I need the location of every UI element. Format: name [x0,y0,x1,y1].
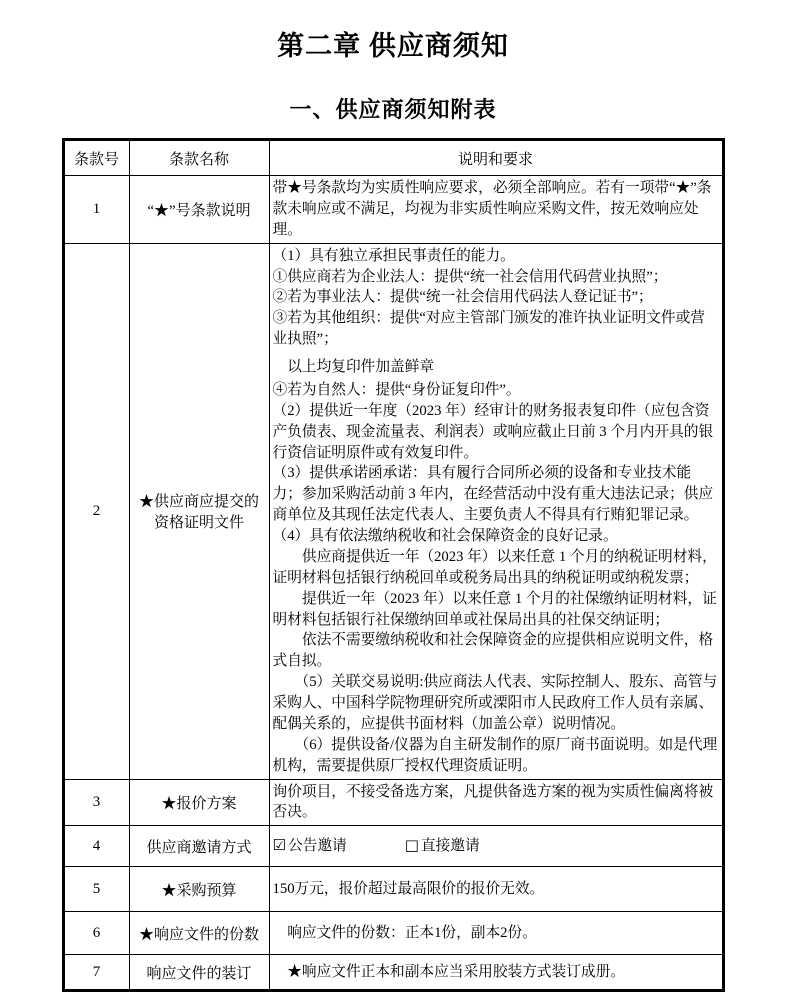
page-title: 第二章 供应商须知 [277,31,509,61]
clause-number: 6 [63,912,129,955]
clause-description [269,176,723,244]
checkbox-option [405,835,480,857]
description-paragraph: （5）关联交易说明:供应商法人代表、实际控制人、股东、高管与采购人、中国科学院物理研究所或溧阳市人民政府工作人员有亲属、配偶关系的，应提供书面材料（加盖公章）说明情况。 [272,674,718,732]
clause-description [269,955,723,991]
clause-name: 供应商邀请方式 [129,826,269,867]
clause-name: “★”号条款说明 [129,176,269,244]
clause-number: 7 [63,955,129,991]
table-row [63,176,723,244]
description-paragraph: （3）提供承诺函承诺：具有履行合同所必须的设备和专业技术能力；参加采购活动前 3 年内，在经营活动中没有重大违法记录；供应商单位及其现任法定代表人、主要负责人不得具有行贿犯罪记录。 [272,465,714,524]
clause-description [269,912,723,955]
table-body [63,176,723,991]
clause-description [269,867,723,912]
clause-description [269,243,723,779]
description-paragraph: 供应商提供近一年（2023 年）以来任意 1 个月的纳税证明材料，证明材料包括银行纳税回单或税务局出具的纳税证明或纳税发票； [272,548,717,586]
checkbox-option [273,835,347,857]
column-header-clause-number: 条款号 [63,140,129,176]
clause-description [269,826,723,867]
table-row [63,779,723,826]
description-paragraph: ③若为其他组织：提供“对应主管部门颁发的准许执业证明文件或营业执照”； [272,310,705,348]
table-row [63,912,723,955]
description-paragraph: （1）具有独立承担民事责任的能力。 [272,247,515,264]
description-paragraph: ④若为自然人：提供“身份证复印件”。 [272,381,521,398]
clause-number: 3 [63,779,129,826]
clause-number: 5 [63,867,129,912]
column-header-clause-name: 条款名称 [129,140,269,176]
checkbox-unchecked-icon: □ [404,836,419,855]
table-header-row [63,140,723,176]
column-header-requirements: 说明和要求 [269,140,723,176]
description-paragraph: 以上均复印件加盖鲜章 [272,359,435,375]
description-paragraph: 响应文件的份数：正本1份，副本2份。 [272,924,537,941]
table-row [63,243,723,779]
description-paragraph: （2）提供近一年度（2023 年）经审计的财务报表复印件（应包含资产负债表、现金流量表、利润表）或响应截止日前 3 个月内开具的银行资信证明原件或有效复印件。 [272,402,714,461]
clause-name: ★报价方案 [129,779,269,826]
description-paragraph: 提供近一年（2023 年）以来任意 1 个月的社保缴纳证明材料，证明材料包括银行社保缴纳回单或社保局出具的社保交纳证明； [272,590,717,628]
description-paragraph: 依法不需要缴纳税收和社会保障资金的应提供相应说明文件，格式自拟。 [272,632,714,670]
description-paragraph: （6）提供设备/仪器为自主研发制作的原厂商书面说明。如是代理机构，需要提供原厂授权代理资质证明。 [272,736,718,774]
clause-name: ★响应文件的份数 [129,912,269,955]
table-row [63,867,723,912]
invitation-method-options [273,835,719,857]
checkbox-label: 直接邀请 [420,838,480,855]
supplier-notice-table [62,138,725,992]
description-paragraph: （4）具有依法缴纳税收和社会保障资金的良好记录。 [272,528,618,544]
document-page [0,24,786,992]
description-paragraph: 150万元，报价超过最高限价的报价无效。 [272,880,545,897]
description-paragraph: ②若为事业法人：提供“统一社会信用代码法人登记证书”； [272,289,653,306]
clause-number: 1 [63,176,129,244]
description-paragraph: 询价项目，不接受备选方案，凡提供备选方案的视为实质性偏离将被否决。 [272,783,714,821]
clause-name: ★供应商应提交的资格证明文件 [129,243,269,779]
clause-name: 响应文件的装订 [129,955,269,991]
clause-number: 4 [63,826,129,867]
checkbox-label: 公告邀请 [287,838,347,855]
description-paragraph: ★响应文件正本和副本应当采用胶装方式装订成册。 [272,963,626,980]
description-paragraph: 带★号条款均为实质性响应要求，必须全部响应。若有一项带“★”条款未响应或不满足，均视为非实质性响应采购文件，按无效响应处理。 [272,180,712,238]
description-paragraph: ①供应商若为企业法人：提供“统一社会信用代码营业执照”； [272,268,668,285]
clause-description [269,779,723,826]
table-row [63,826,723,867]
clause-number: 2 [63,243,129,779]
checkbox-checked-icon: ☑ [272,836,286,855]
table-row [63,955,723,991]
section-subtitle: 一、供应商须知附表 [289,97,497,122]
clause-name: ★采购预算 [129,867,269,912]
